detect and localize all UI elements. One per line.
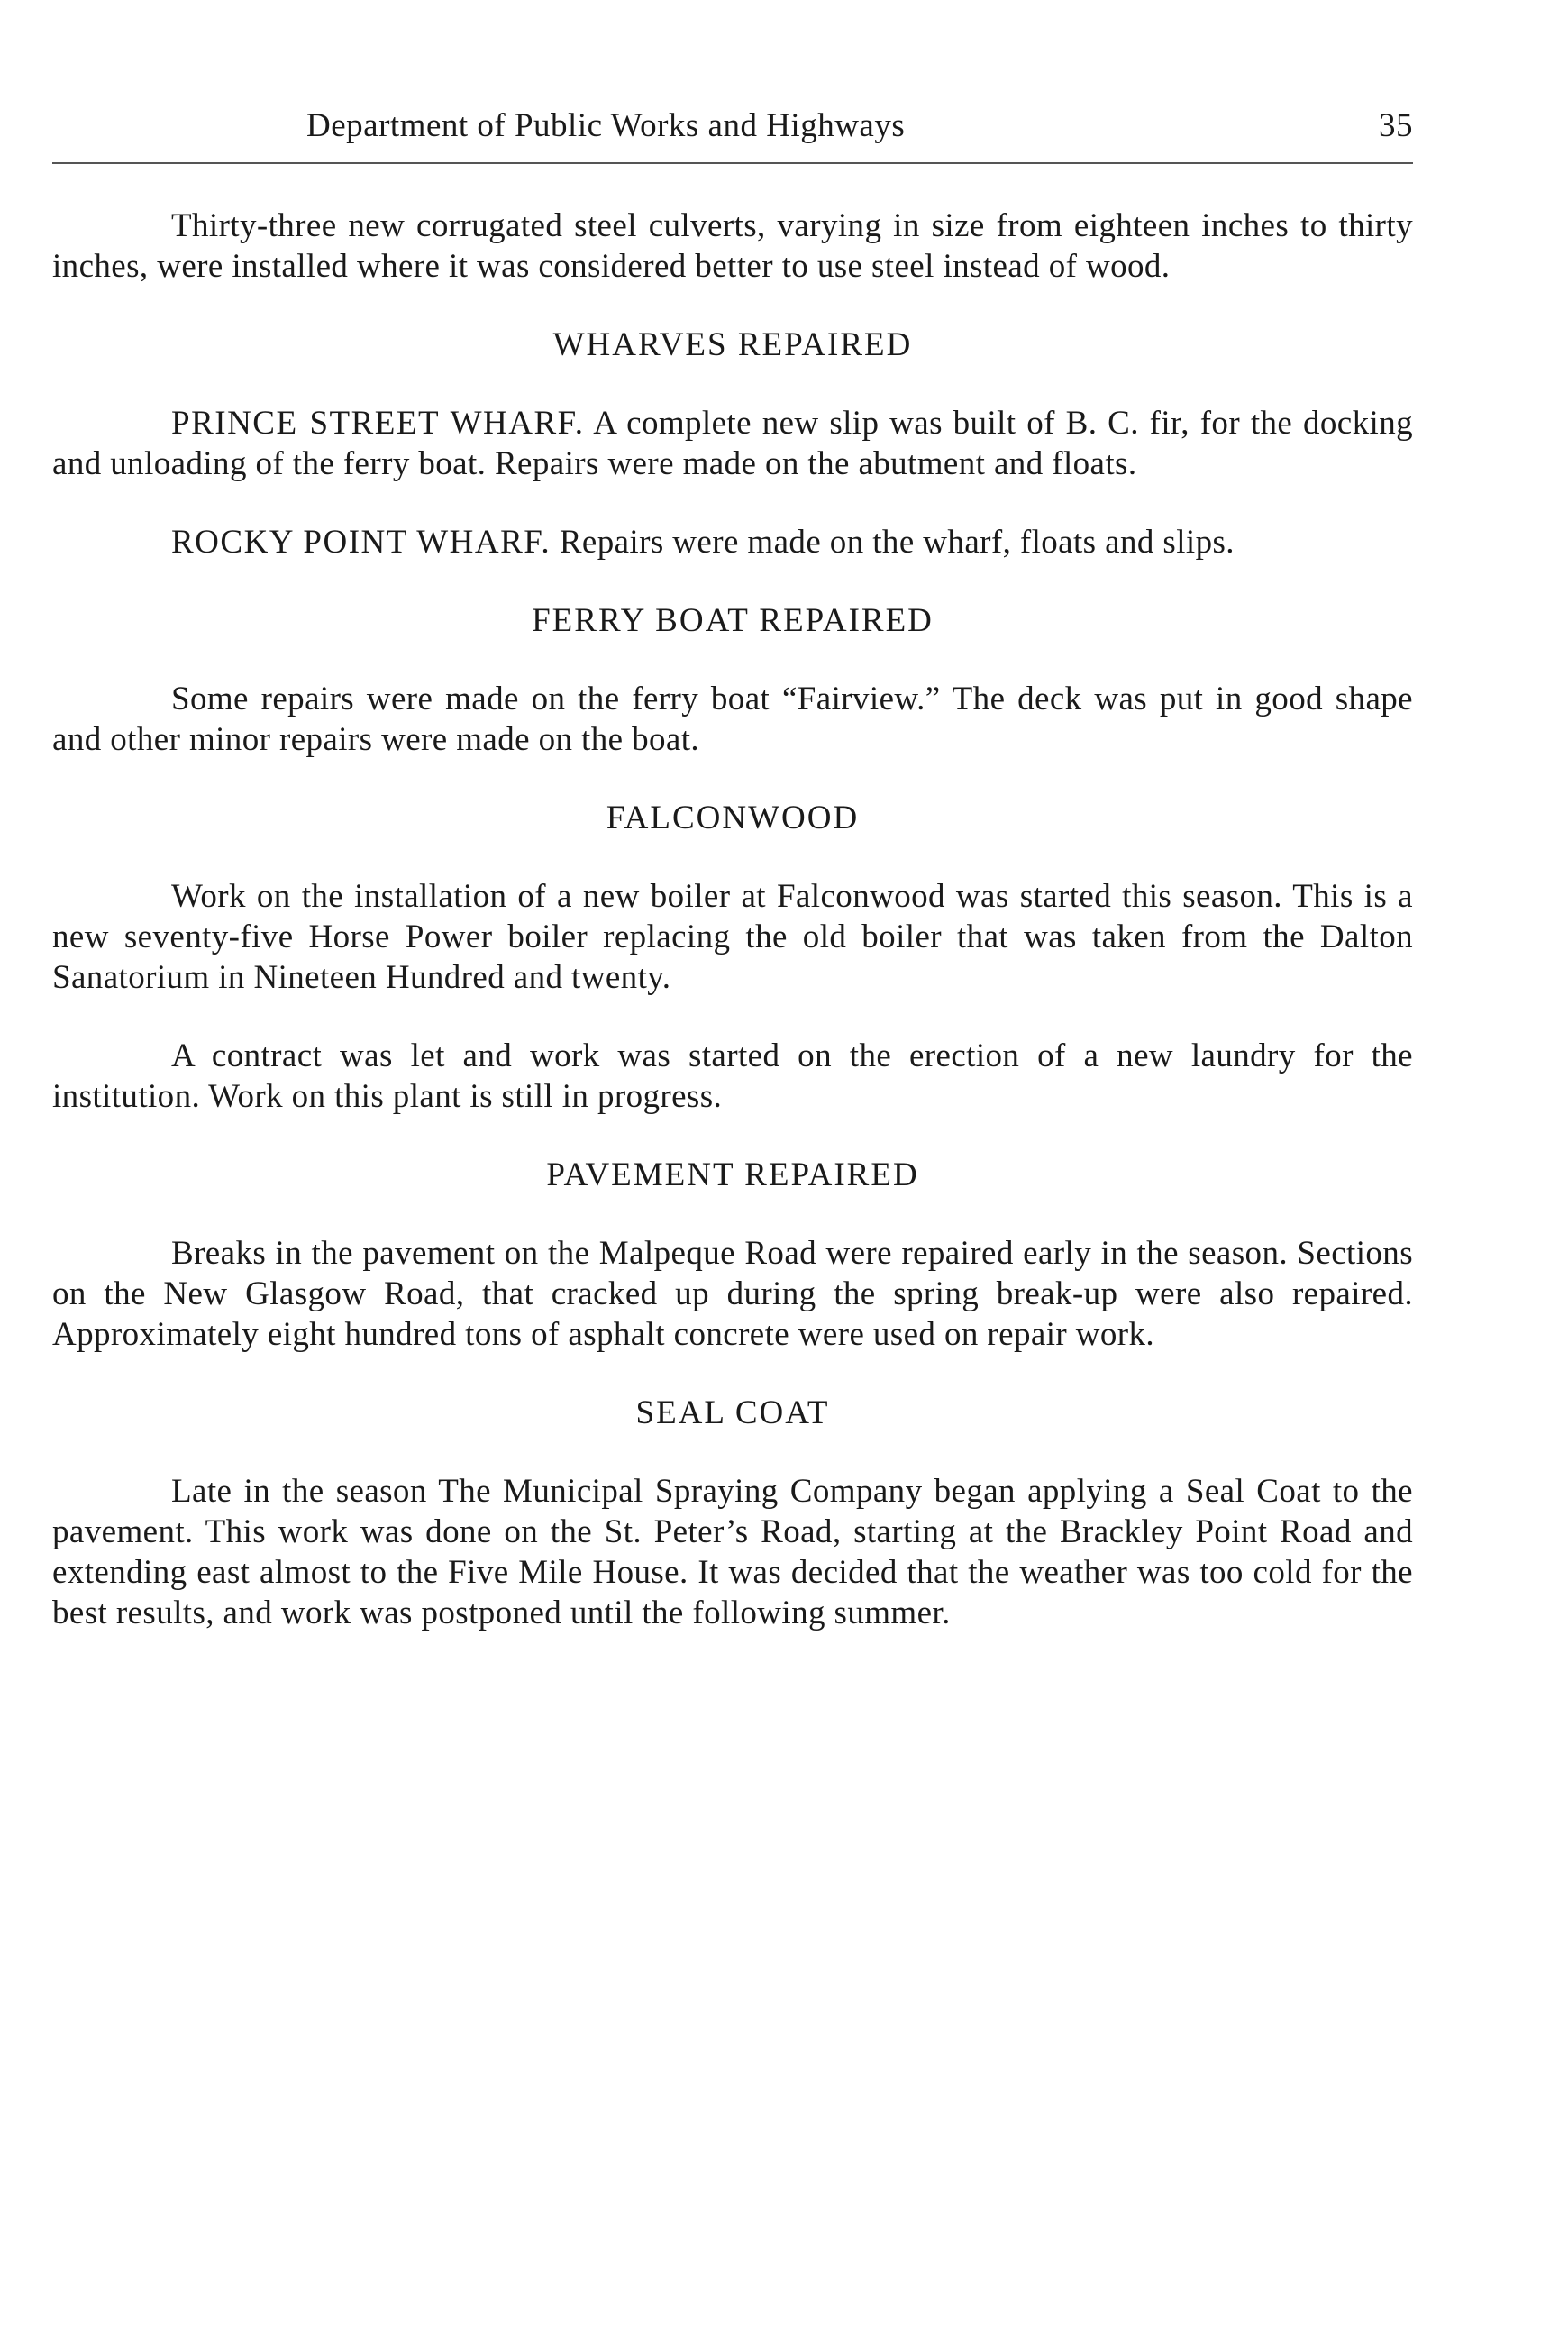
page-number: 35 bbox=[1379, 107, 1413, 144]
run-in-heading: PRINCE STREET WHARF. bbox=[171, 405, 585, 442]
paragraph-seal-coat bbox=[52, 1471, 1413, 1633]
paragraph-text: Thirty-three new corrugated steel culverts, varying in size from eighteen inches to thirty inches, were installed where it was considered better to use steel instead of wood. bbox=[52, 207, 1413, 285]
paragraph-text: Work on the installation of a new boiler at Falconwood was started this season. This is a new seventy-five Horse Power boiler replacing the old boiler that was taken from the Dalton Sanatorium in Nineteen Hundred and twenty. bbox=[52, 878, 1413, 996]
paragraph-rocky-point-wharf bbox=[52, 522, 1413, 562]
header-title: Department of Public Works and Highways bbox=[306, 107, 906, 144]
running-header bbox=[52, 106, 1413, 157]
heading-pavement-repaired: PAVEMENT REPAIRED bbox=[546, 1156, 919, 1193]
paragraph-culverts bbox=[52, 206, 1413, 287]
paragraph-pavement bbox=[52, 1233, 1413, 1355]
paragraph-falconwood-laundry bbox=[52, 1036, 1413, 1117]
heading-falconwood: FALCONWOOD bbox=[606, 800, 860, 836]
paragraph-text: Some repairs were made on the ferry boat “Fairview.” The deck was put in good shape and other minor repairs were made on the boat. bbox=[52, 681, 1413, 758]
heading-seal-coat: SEAL COAT bbox=[635, 1394, 830, 1431]
paragraph-text: A contract was let and work was started on the erection of a new laundry for the institution. Work on this plant is still in progress. bbox=[52, 1037, 1413, 1115]
run-in-heading: ROCKY POINT WHARF. bbox=[171, 524, 552, 561]
paragraph-text: A complete new slip was built of B. C. fir, for the docking and unloading of the ferry boat. Repairs were made on the abutment and floats. bbox=[52, 405, 1413, 482]
heading-wharves-repaired: WHARVES REPAIRED bbox=[552, 326, 913, 363]
paragraph-text: Repairs were made on the wharf, floats and slips. bbox=[559, 524, 1235, 561]
body-text bbox=[52, 206, 1413, 1671]
heading-ferry-boat-repaired: FERRY BOAT REPAIRED bbox=[532, 602, 934, 639]
header-rule bbox=[52, 162, 1413, 164]
paragraph-text: Late in the season The Municipal Spraying Company began applying a Seal Coat to the pavement. This work was done on the St. Peter’s Road, starting at the Brackley Point Road and extending east almost to the Five Mile House. It was decided that the weather was too cold for the best results, and work was postponed until the following summer. bbox=[52, 1473, 1413, 1631]
paragraph-text: Breaks in the pavement on the Malpeque Road were repaired early in the season. Sections on the New Glasgow Road, that cracked up during the spring break-up were also repaired. Approximately eight hundred tons of asphalt concrete were used on repair work. bbox=[52, 1235, 1413, 1353]
paragraph-ferry-boat bbox=[52, 679, 1413, 760]
paragraph-prince-street-wharf bbox=[52, 403, 1413, 484]
paragraph-falconwood-boiler bbox=[52, 876, 1413, 998]
